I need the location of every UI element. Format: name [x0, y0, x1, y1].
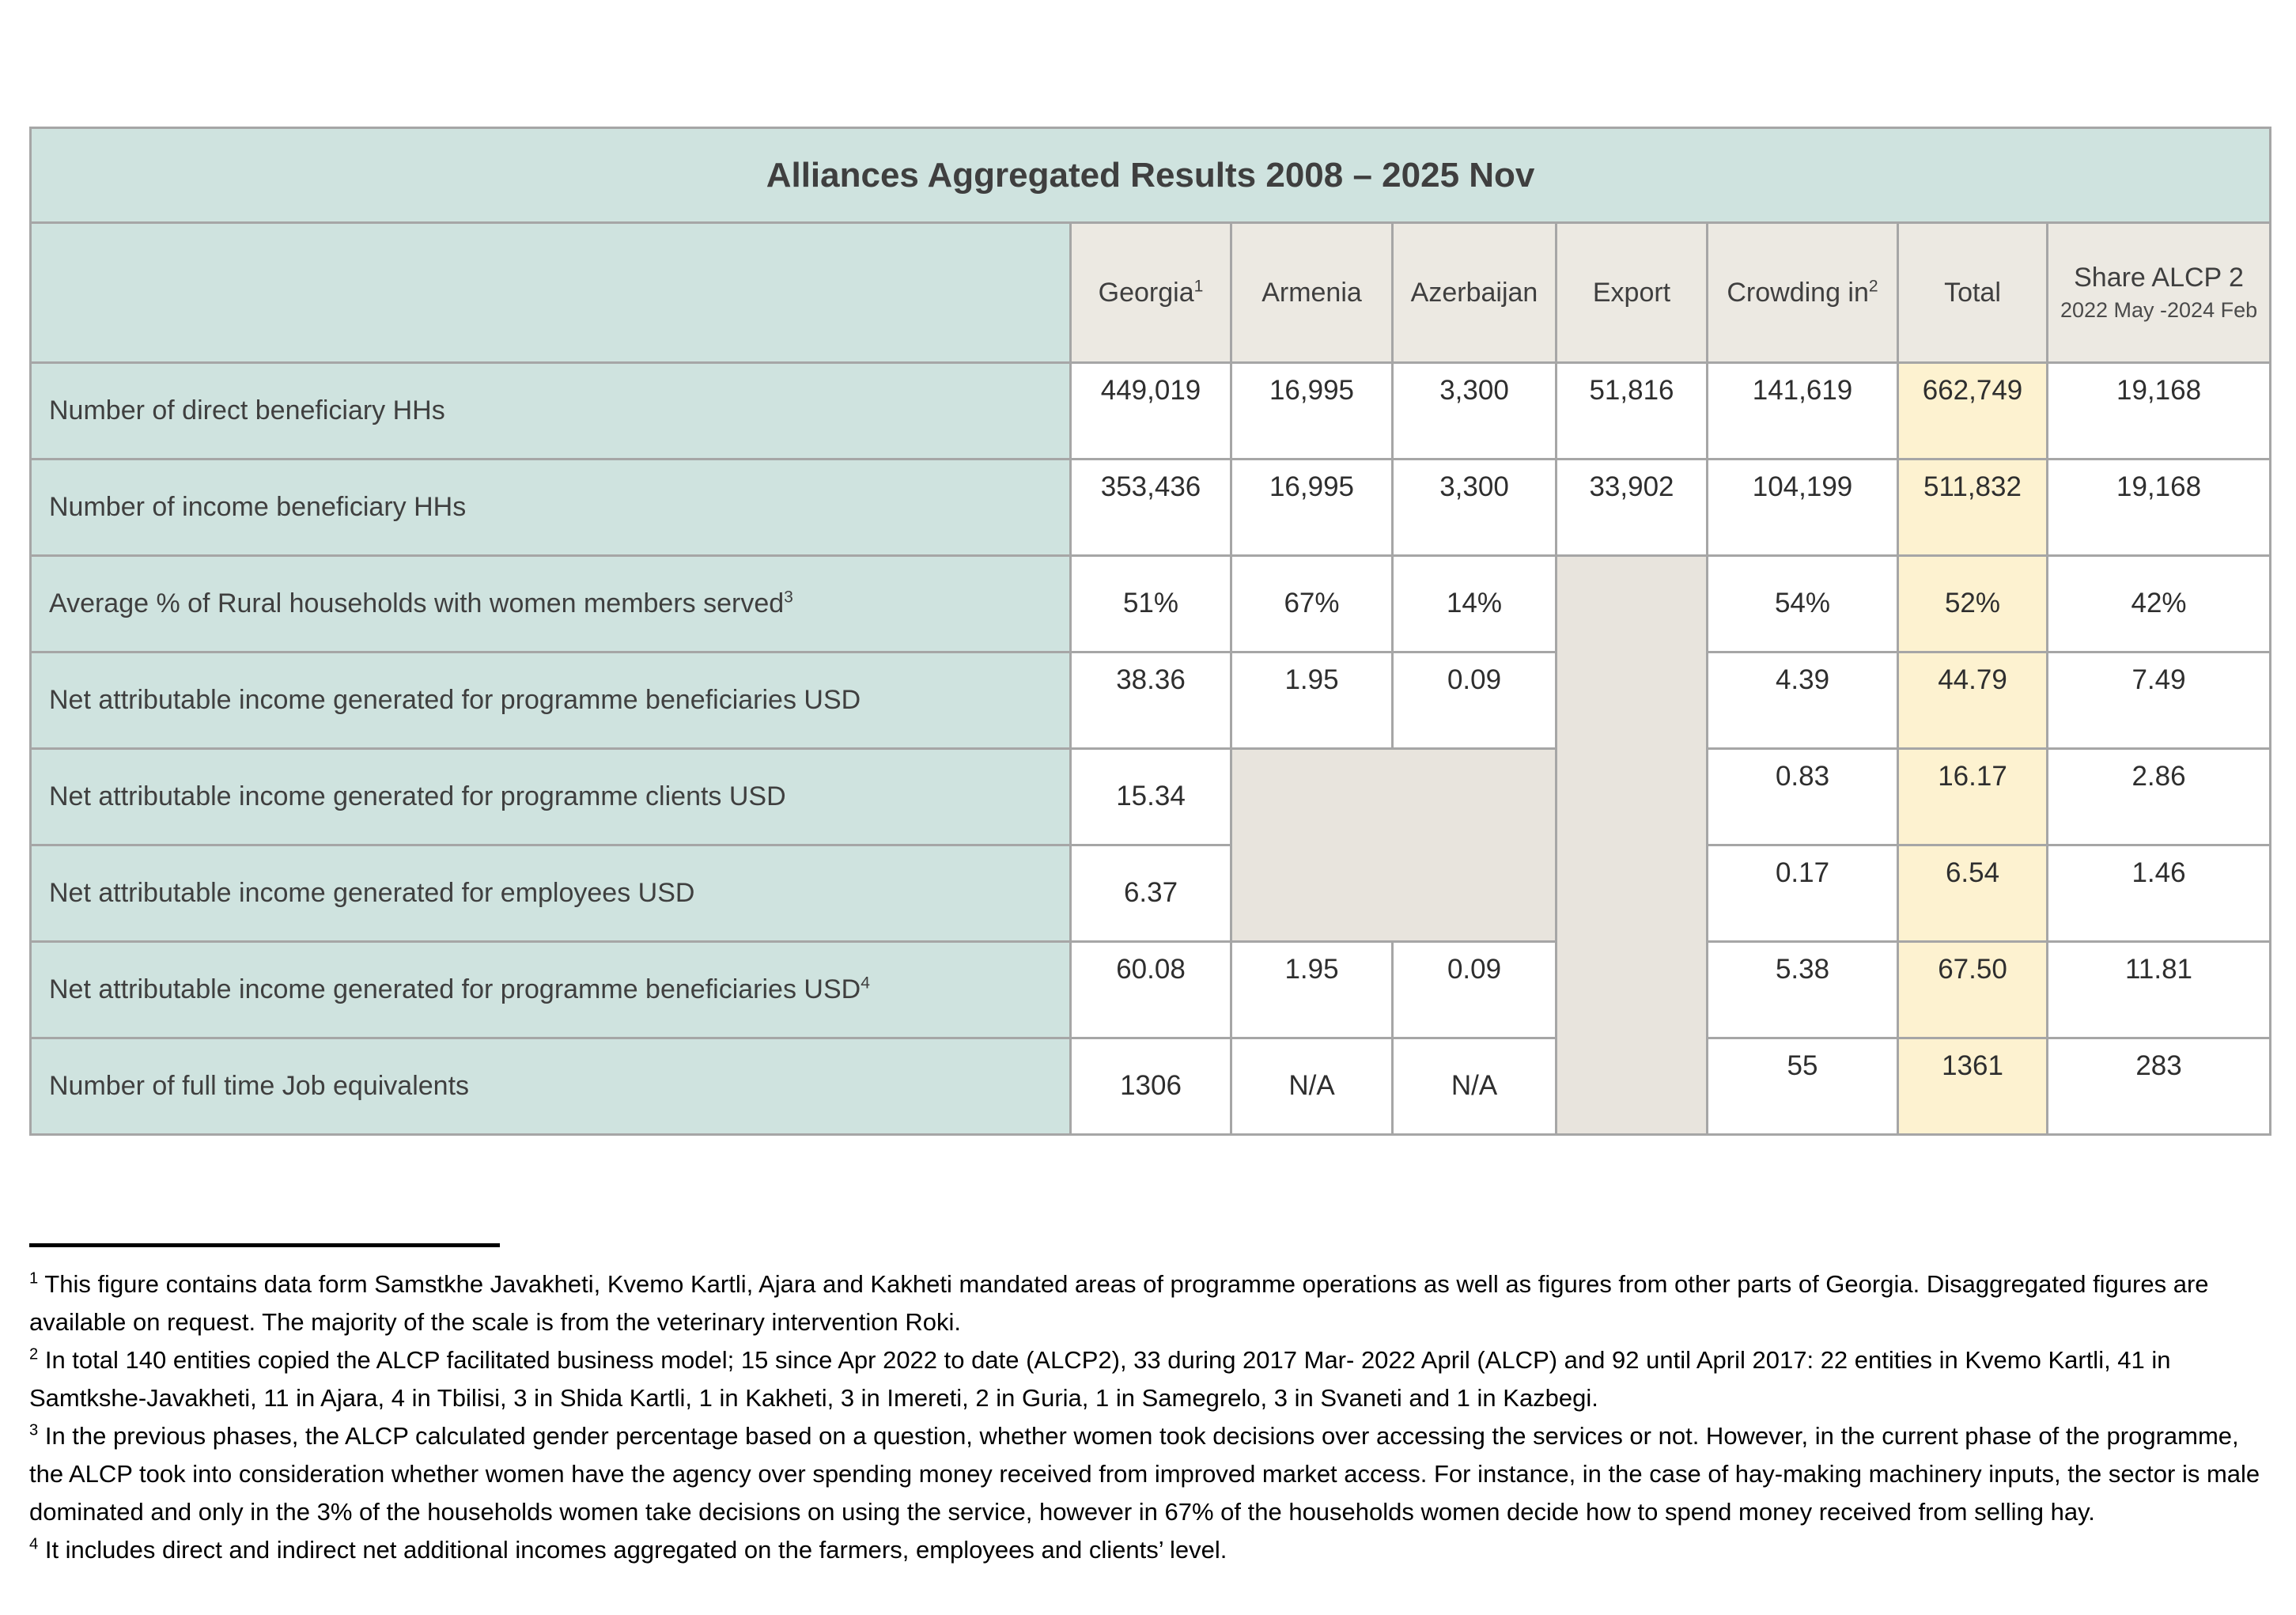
cell-crowding-in: 141,619 — [1708, 363, 1898, 460]
column-header-azerbaijan — [1393, 223, 1557, 363]
cell-share-alcp2: 7.49 — [2048, 652, 2271, 749]
footnote-text: It includes direct and indirect net additional incomes aggregated on the farmers, employees and clients’ level. — [44, 1536, 1227, 1564]
cell-crowding-in: 0.83 — [1708, 749, 1898, 845]
cell-total: 44.79 — [1898, 652, 2048, 749]
footnote-number: 2 — [29, 1345, 39, 1363]
cell-azerbaijan: 3,300 — [1393, 460, 1557, 556]
cell-export: 51,816 — [1557, 363, 1708, 460]
column-header-export — [1557, 223, 1708, 363]
table-row — [31, 363, 2271, 460]
footnote-ref-4: 4 — [861, 974, 870, 993]
footnote-4 — [29, 1531, 2269, 1569]
table-row — [31, 749, 2271, 845]
cell-total: 6.54 — [1898, 845, 2048, 942]
column-header-share-alcp2 — [2048, 223, 2271, 363]
row-label: Net attributable income generated for employees USD — [31, 845, 1071, 942]
cell-georgia: 38.36 — [1071, 652, 1231, 749]
column-header-label: Armenia — [1261, 277, 1362, 308]
cell-armenia: N/A — [1231, 1038, 1393, 1135]
cell-share-alcp2: 1.46 — [2048, 845, 2271, 942]
footnotes-section — [29, 1265, 2269, 1569]
table-title: Alliances Aggregated Results 2008 – 2025 Nov — [31, 128, 2271, 223]
column-header-georgia — [1071, 223, 1231, 363]
cell-share-alcp2: 19,168 — [2048, 363, 2271, 460]
cell-armenia: 67% — [1231, 556, 1393, 652]
cell-azerbaijan: N/A — [1393, 1038, 1557, 1135]
row-label: Net attributable income generated for programme beneficiaries USD$^4$ — [31, 942, 1071, 1038]
cell-total: 662,749 — [1898, 363, 2048, 460]
table-row — [31, 460, 2271, 556]
cell-total: 16.17 — [1898, 749, 2048, 845]
cell-share-alcp2: 42% — [2048, 556, 2271, 652]
table-row — [31, 942, 2271, 1038]
footnote-separator — [29, 1243, 500, 1247]
cell-total: 1361 — [1898, 1038, 2048, 1135]
results-table — [29, 127, 2271, 1136]
cell-armenia-azerbaijan-empty-merged — [1231, 749, 1557, 942]
cell-georgia: 353,436 — [1071, 460, 1231, 556]
footnote-number: 3 — [29, 1421, 39, 1439]
cell-crowding-in: 104,199 — [1708, 460, 1898, 556]
cell-georgia: 449,019 — [1071, 363, 1231, 460]
footnote-2 — [29, 1341, 2269, 1417]
row-label: Number of direct beneficiary HHs — [31, 363, 1071, 460]
table-row — [31, 1038, 2271, 1135]
footnote-ref-3: 3 — [784, 588, 793, 607]
cell-crowding-in: 55 — [1708, 1038, 1898, 1135]
cell-georgia: 6.37 — [1071, 845, 1231, 942]
column-header-label: Share ALCP 2 — [2074, 263, 2244, 293]
cell-georgia: 1306 — [1071, 1038, 1231, 1135]
footnote-ref-2: 2 — [1868, 277, 1878, 296]
cell-crowding-in: 54% — [1708, 556, 1898, 652]
cell-total: 511,832 — [1898, 460, 2048, 556]
cell-crowding-in: 0.17 — [1708, 845, 1898, 942]
cell-azerbaijan: 0.09 — [1393, 942, 1557, 1038]
row-label: Number of income beneficiary HHs — [31, 460, 1071, 556]
cell-share-alcp2: 2.86 — [2048, 749, 2271, 845]
column-header-period: 2022 May -2024 Feb — [2060, 298, 2258, 322]
footnote-text: In total 140 entities copied the ALCP facilitated business model; 15 since Apr 2022 to date (ALCP2), 33 during 2017 Mar- 2022 April (ALCP) and 92 until April 2017: 22 entities in Kvemo Kartli, 41 in Samtkshe-Javakheti, 11 in Ajara, 4 in Tbilisi, 3 in Shida Kartli, 1 in Kakheti, 3 in Imereti, 2 in Guria, 1 in Samegrelo, 3 in Svaneti and 1 in Kazbegi. — [29, 1346, 2171, 1412]
row-label: Net attributable income generated for programme clients USD — [31, 749, 1071, 845]
cell-armenia: 16,995 — [1231, 363, 1393, 460]
column-header-label: Azerbaijan — [1410, 277, 1538, 308]
cell-share-alcp2: 283 — [2048, 1038, 2271, 1135]
cell-crowding-in: 4.39 — [1708, 652, 1898, 749]
cell-export-empty-merged — [1557, 556, 1708, 1135]
cell-azerbaijan: 0.09 — [1393, 652, 1557, 749]
column-header-armenia — [1231, 223, 1393, 363]
cell-armenia: 1.95 — [1231, 942, 1393, 1038]
row-label: Net attributable income generated for programme beneficiaries USD — [31, 652, 1071, 749]
cell-share-alcp2: 19,168 — [2048, 460, 2271, 556]
cell-crowding-in: 5.38 — [1708, 942, 1898, 1038]
table-row — [31, 652, 2271, 749]
cell-export: 33,902 — [1557, 460, 1708, 556]
row-label: Average % of Rural households with women members served$^3$ — [31, 556, 1071, 652]
column-header-label: Crowding in — [1727, 277, 1869, 308]
column-header-label: Total — [1944, 277, 2001, 308]
cell-georgia: 15.34 — [1071, 749, 1231, 845]
table-header-row — [31, 223, 2271, 363]
footnote-3 — [29, 1417, 2269, 1531]
footnote-1 — [29, 1265, 2269, 1341]
cell-armenia: 16,995 — [1231, 460, 1393, 556]
row-label: Number of full time Job equivalents — [31, 1038, 1071, 1135]
cell-armenia: 1.95 — [1231, 652, 1393, 749]
cell-azerbaijan: 14% — [1393, 556, 1557, 652]
table-row — [31, 845, 2271, 942]
column-header-crowding-in — [1708, 223, 1898, 363]
footnote-number: 1 — [29, 1269, 39, 1288]
column-header-label: Georgia — [1098, 277, 1194, 308]
footnote-ref-1: 1 — [1193, 277, 1204, 296]
cell-total: 52% — [1898, 556, 2048, 652]
column-header-total — [1898, 223, 2048, 363]
row-label-header-cell — [31, 223, 1071, 363]
cell-share-alcp2: 11.81 — [2048, 942, 2271, 1038]
cell-georgia: 51% — [1071, 556, 1231, 652]
cell-azerbaijan: 3,300 — [1393, 363, 1557, 460]
cell-total: 67.50 — [1898, 942, 2048, 1038]
table-title-row — [31, 128, 2271, 223]
table-row — [31, 556, 2271, 652]
cell-georgia: 60.08 — [1071, 942, 1231, 1038]
footnote-text: This figure contains data form Samstkhe Javakheti, Kvemo Kartli, Ajara and Kakheti mandated areas of programme operations as well as figures from other parts of Georgia. Disaggregated figures are available on request. The majority of the scale is from the veterinary intervention Roki. — [29, 1270, 2209, 1336]
column-header-label: Export — [1592, 277, 1671, 308]
footnote-number: 4 — [29, 1535, 39, 1553]
footnote-text: In the previous phases, the ALCP calculated gender percentage based on a question, whether women took decisions over accessing the services or not. However, in the current phase of the programme, the ALCP took into consideration whether women have the agency over spending money received from improved market access. For instance, in the case of hay-making machinery inputs, the sector is male dominated and only in the 3% of the households women take decisions on using the service, however in 67% of the households women decide how to spend money received from selling hay. — [29, 1422, 2260, 1526]
